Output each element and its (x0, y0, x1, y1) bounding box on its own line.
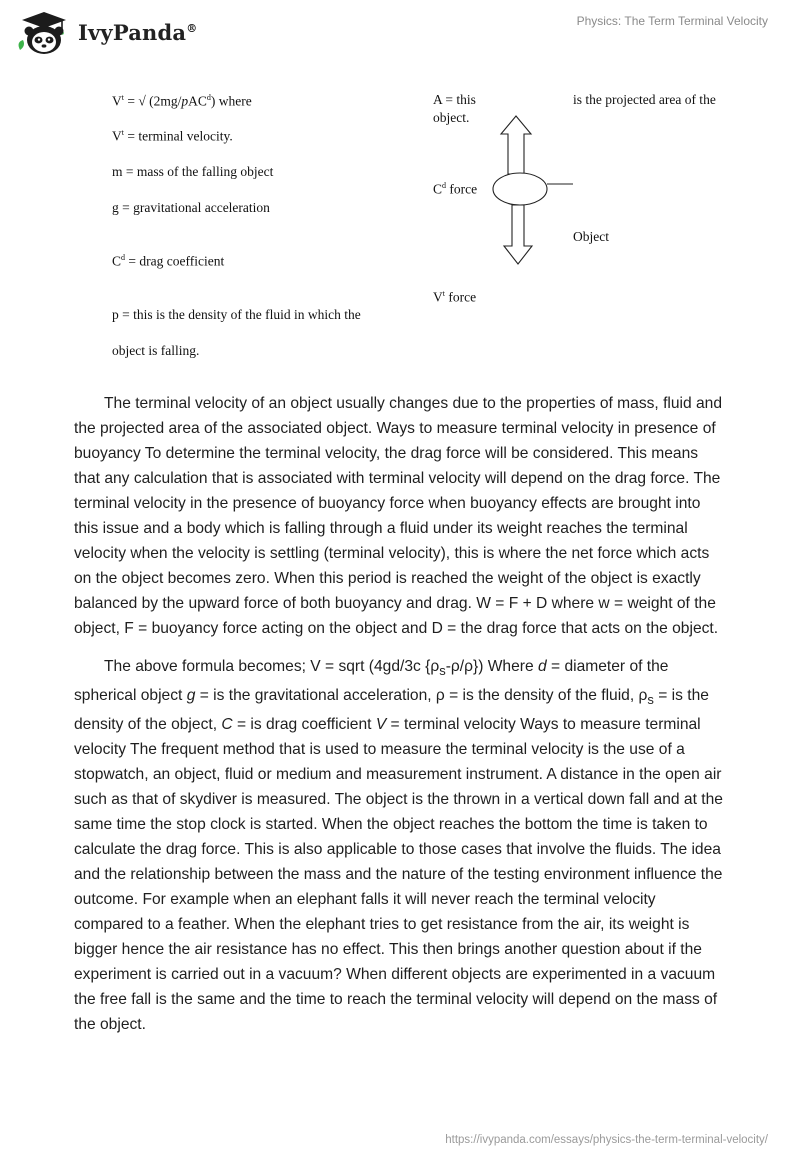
label-vt-force: $V^t$ force (433, 289, 477, 305)
article-body (74, 391, 724, 1050)
brand-name: IvyPanda® (78, 20, 198, 45)
definition-m: m = mass of the falling object (112, 164, 274, 179)
terminal-velocity-figure (100, 86, 760, 368)
formula-line: $V^t$ = √ (2mg/pAC$^d$) where (112, 93, 252, 109)
document-title: Physics: The Term Terminal Velocity (576, 14, 768, 28)
panda-graduate-icon (14, 10, 74, 56)
paragraph-1: The terminal velocity of an object usually changes due to the properties of mass, fluid and the projected area of the associated object. Ways to measure terminal velocity in presence of buoyancy To determine the terminal velocity, the drag force will be considered. This means that any calculation that is associated with terminal velocity will depend on the drag force. The terminal velocity in the presence of buoyancy force when buoyancy effects are brought into this issue and a body which is falling through a fluid under its weight reaches the terminal velocity when the velocity is settling (terminal velocity), this is where the net force which acts on the object becomes zero. When this period is reached the weight of the object is exactly balanced by the upward force of both buoyancy and drag. W = F + D where w = weight of the object, F = buoyancy force acting on the object and D = the drag force that acts on the object. (74, 395, 723, 637)
brand-logo[interactable] (14, 10, 204, 56)
definition-p: p = this is the density of the fluid in which the (112, 307, 361, 322)
paragraph-2: The above formula becomes; V = sqrt (4gd/3c $\{\rho_s-\rho/\rho\}$) Where d = diameter of the spherical object g = is the gravitational acceleration, ρ = is the density of the fluid, $\rho_s$ = is the density of the object, C = is drag coefficient V = terminal velocity Ways to measure terminal velocity The frequent method that is used to measure the terminal velocity is the use of a stopwatch, an object, fluid or medium and measurement instrument. A distance in the open air such as that of skydiver is measured. The object is the thrown in a vertical down fall and at the same time the stop clock is started. When the object reaches the bottom the time is taken to calculate the drag force. This is also applicable to those cases that involve the fluids. The idea and the relationship between the mass and the nature of the testing environment influence the outcome. For example when an elephant falls it will never reach the terminal velocity compared to a feather. When the elephant tries to get resistance from the air, its weight is bigger hence the air resistance has no effect. This then brings another question about if the experiment is carried out in a vacuum? When different objects are experimented in a vacuum the free fall is the same and the time to reach the terminal velocity will depend on the mass of the object. (74, 658, 723, 1034)
label-cd-force: $C^d$ force (433, 181, 478, 197)
source-url-link[interactable]: https://ivypanda.com/essays/physics-the-term-terminal-velocity/ (445, 1134, 768, 1146)
drag-force-arrow (501, 116, 531, 174)
weight-force-arrow (504, 205, 532, 264)
label-a: A = this (433, 92, 476, 107)
label-object-line: object. (433, 110, 470, 125)
definition-vt: $V^t$ = terminal velocity. (112, 128, 233, 144)
label-projected-area: is the projected area of the (573, 92, 716, 107)
label-object: Object (573, 229, 609, 244)
definition-g: g = gravitational acceleration (112, 200, 270, 215)
object-shape (493, 173, 547, 205)
definition-p-cont: object is falling. (112, 343, 200, 358)
definition-cd: $C^d$ = drag coefficient (112, 253, 225, 269)
